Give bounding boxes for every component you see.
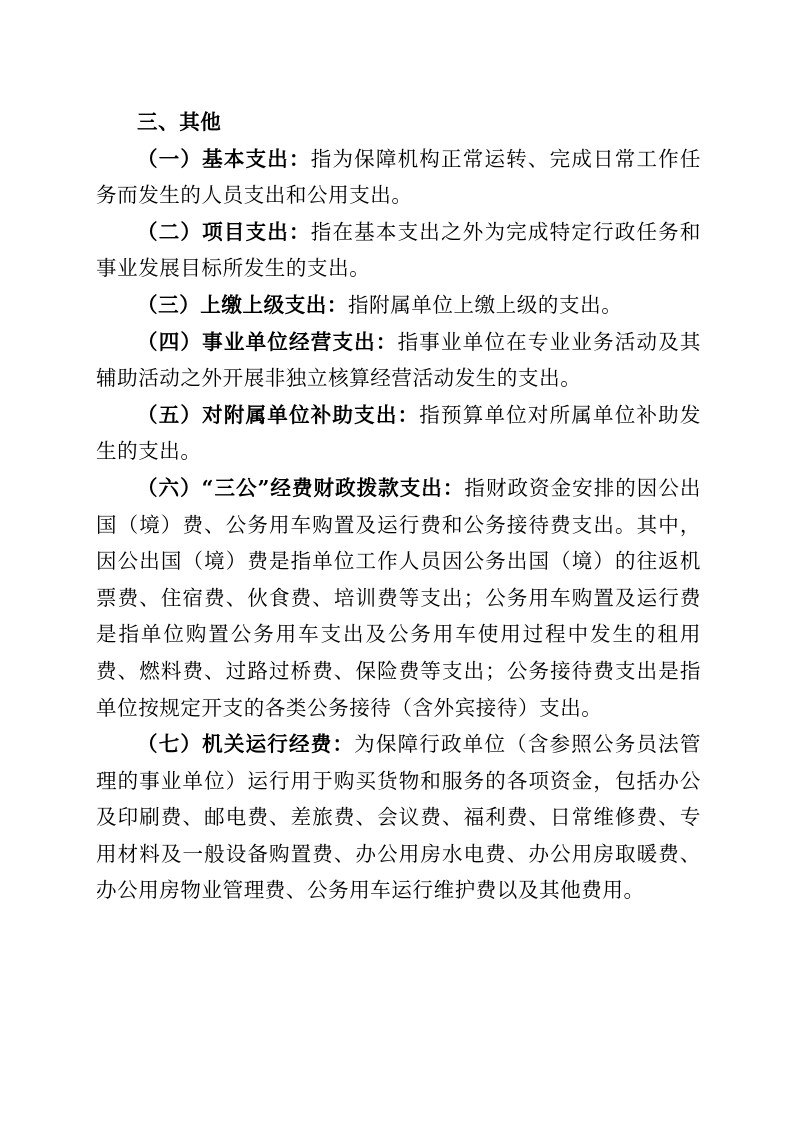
paragraph-project-expenditure [96,214,701,287]
paragraph-business-operation [96,324,701,397]
definition-office-operating-funds: 为保障行政单位（含参照公务员法管理的事业单位）运行用于购买货物和服务的各项资金，包括办公及印刷费、邮电费、差旅费、会议费、福利费、日常维修费、专用材料及一般设备购置费、办公用房水电费、办公用房取暖费、办公用房物业管理费、公务用车运行维护费以及其他费用。 [96,732,701,903]
paragraph-basic-expenditure [96,141,701,214]
term-subsidy-to-affiliates: （五）对附属单位补助支出： [137,402,420,427]
definition-project-expenditure: 指在基本支出之外为完成特定行政任务和事业发展目标所发生的支出。 [96,219,701,281]
section-heading: 三、其他 [137,110,222,134]
term-business-operation: （四）事业单位经营支出： [137,329,398,354]
paragraph-subsidy-to-affiliates [96,397,701,470]
term-project-expenditure: （二）项目支出： [137,219,311,244]
document-body [96,104,701,909]
paragraph-three-public-expenses [96,470,701,726]
definition-three-public-expenses: 指财政资金安排的因公出国（境）费、公务用车购置及运行费和公务接待费支出。其中，因公出国（境）费是指单位工作人员因公务出国（境）的往返机票费、住宿费、伙食费、培训费等支出；公务用车购置及运行费是指单位购置公务用车支出及公务用车使用过程中发生的租用费、燃料费、过路过桥费、保险费等支出；公务接待费支出是指单位按规定开支的各类公务接待（含外宾接待）支出。 [96,475,701,720]
definition-business-operation: 指事业单位在专业业务活动及其辅助活动之外开展非独立核算经营活动发生的支出。 [96,329,701,391]
term-basic-expenditure: （一）基本支出： [137,146,311,171]
paragraph-office-operating-funds [96,726,701,909]
definition-basic-expenditure: 指为保障机构正常运转、完成日常工作任务而发生的人员支出和公用支出。 [96,146,701,208]
term-office-operating-funds: （七）机关运行经费： [137,732,355,757]
definition-remit-to-superior: 指附属单位上缴上级的支出。 [348,292,623,317]
term-three-public-expenses: （六）“三公”经费财政拨款支出： [137,475,465,500]
definition-subsidy-to-affiliates: 指预算单位对所属单位补助发生的支出。 [96,402,701,464]
paragraph-remit-to-superior [96,287,701,324]
term-remit-to-superior: （三）上缴上级支出： [137,292,348,317]
